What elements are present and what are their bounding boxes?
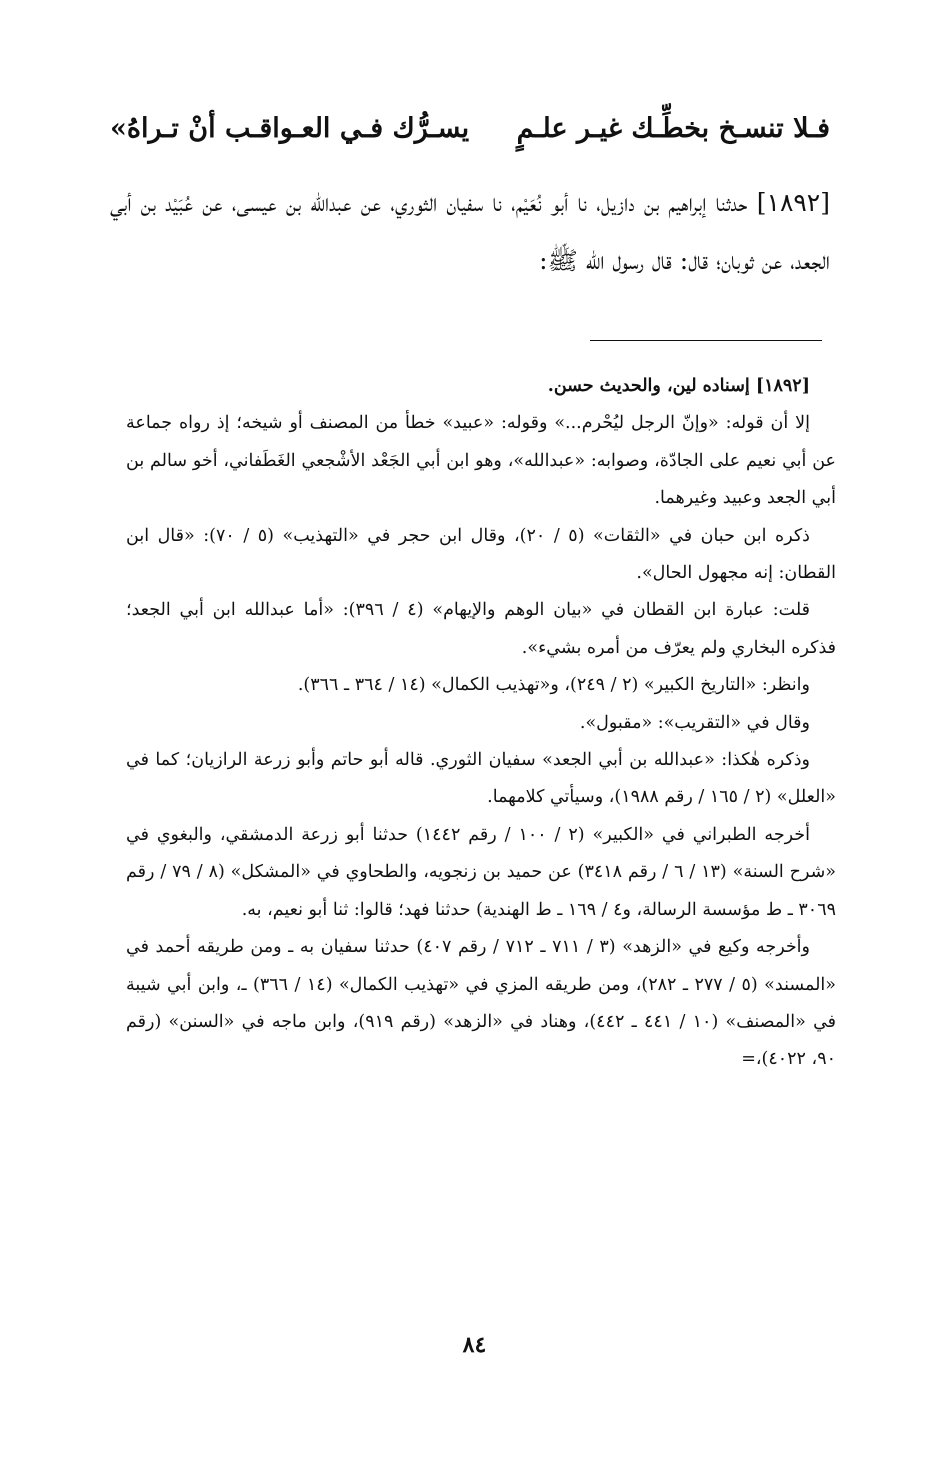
footnotes	[126, 368, 836, 1079]
footnote-separator	[590, 340, 822, 341]
footnote-paragraph: وانظر: «التاريخ الكبير» (٢ / ٢٤٩)، و«تهذيب الكمال» (١٤ / ٣٦٤ ـ ٣٦٦).	[297, 675, 810, 696]
footnote-paragraph: قلت: عبارة ابن القطان في «بيان الوهم والإيهام» (٤ / ٣٩٦): «أما عبدالله ابن أبي الجعد؛ فذكره البخاري ولم يعرّف من أمره بشيء».	[126, 600, 836, 658]
footnote-paragraph: أخرجه الطبراني في «الكبير» (٢ / ١٠٠ / رقم ١٤٤٢) حدثنا أبو زرعة الدمشقي، والبغوي في «شرح السنة» (١٣ / ٦ / رقم ٣٤١٨) عن حميد بن زنجويه، والطحاوي في «المشكل» (٨ / ٧٩ / رقم ٣٠٦٩ ـ ط مؤسسة الرسالة، و٤ / ١٦٩ ـ ط الهندية) حدثنا فهد؛ قالوا: ثنا أبو نعيم، به.	[126, 824, 836, 920]
verse-first-hemistich: فـلا تنسـخ بخطِّـك غيـر علـمٍ	[516, 113, 830, 144]
verse-second-hemistich: يسـرُّك فـي العـواقـب أنْ تـراهُ»	[110, 113, 470, 144]
footnote-paragraph: إلا أن قوله: «وإنّ الرجل ليُحْرم...» وقوله: «عبيد» خطأ من المصنف أو شيخه؛ إذ رواه جماعة عن أبي نعيم على الجادّة، وصوابه: «عبدالله»، وهو ابن أبي الجَعْد الأشْجعي الغَطَفاني، أخو سالم بن أبي الجعد وعبيد وغيرهما.	[126, 413, 836, 509]
footnote-paragraph: وأخرجه وكيع في «الزهد» (٣ / ٧١١ ـ ٧١٢ / رقم ٤٠٧) حدثنا سفيان به ـ ومن طريقه أحمد في «المسند» (٥ / ٢٧٧ ـ ٢٨٢)، ومن طريقه المزي في «تهذيب الكمال» (١٤ / ٣٦٦) ـ، وابن أبي شيبة في «المصنف» (١٠ / ٤٤١ ـ ٤٤٢)، وهناد في «الزهد» (رقم ٩١٩)، وابن ماجه في «السنن» (رقم ٩٠، ٤٠٢٢)،=	[126, 937, 837, 1070]
footnote-heading: [١٨٩٢] إسناده لين، والحديث حسن.	[547, 376, 810, 396]
footnote-paragraph: وقال في «التقريب»: «مقبول».	[579, 712, 810, 733]
page-number: ٨٤	[462, 1332, 487, 1358]
footnote-paragraph: وذكره هٰكذا: «عبدالله بن أبي الجعد» سفيان الثوري. قاله أبو حاتم وأبو زرعة الرازيان؛ كما في «العلل» (٢ / ١٦٥ / رقم ١٩٨٨)، وسيأتي كلامهما.	[126, 750, 836, 808]
poem-verse	[110, 104, 830, 154]
hadith-text: [١٨٩٢] حدثنا إبراهيم بن دازيل، نا أبو نُعَيْم، نا سفيان الثوري، عن عبدالله بن عيسى، عن عُبَيْد بن أبي الجعد، عن ثوبان؛ قال: قال رسول الله ﷺ:	[110, 188, 830, 275]
footnote-paragraph: ذكره ابن حبان في «الثقات» (٥ / ٢٠)، وقال ابن حجر في «التهذيب» (٥ / ٧٠): «قال ابن القطان: إنه مجهول الحال».	[126, 525, 836, 584]
